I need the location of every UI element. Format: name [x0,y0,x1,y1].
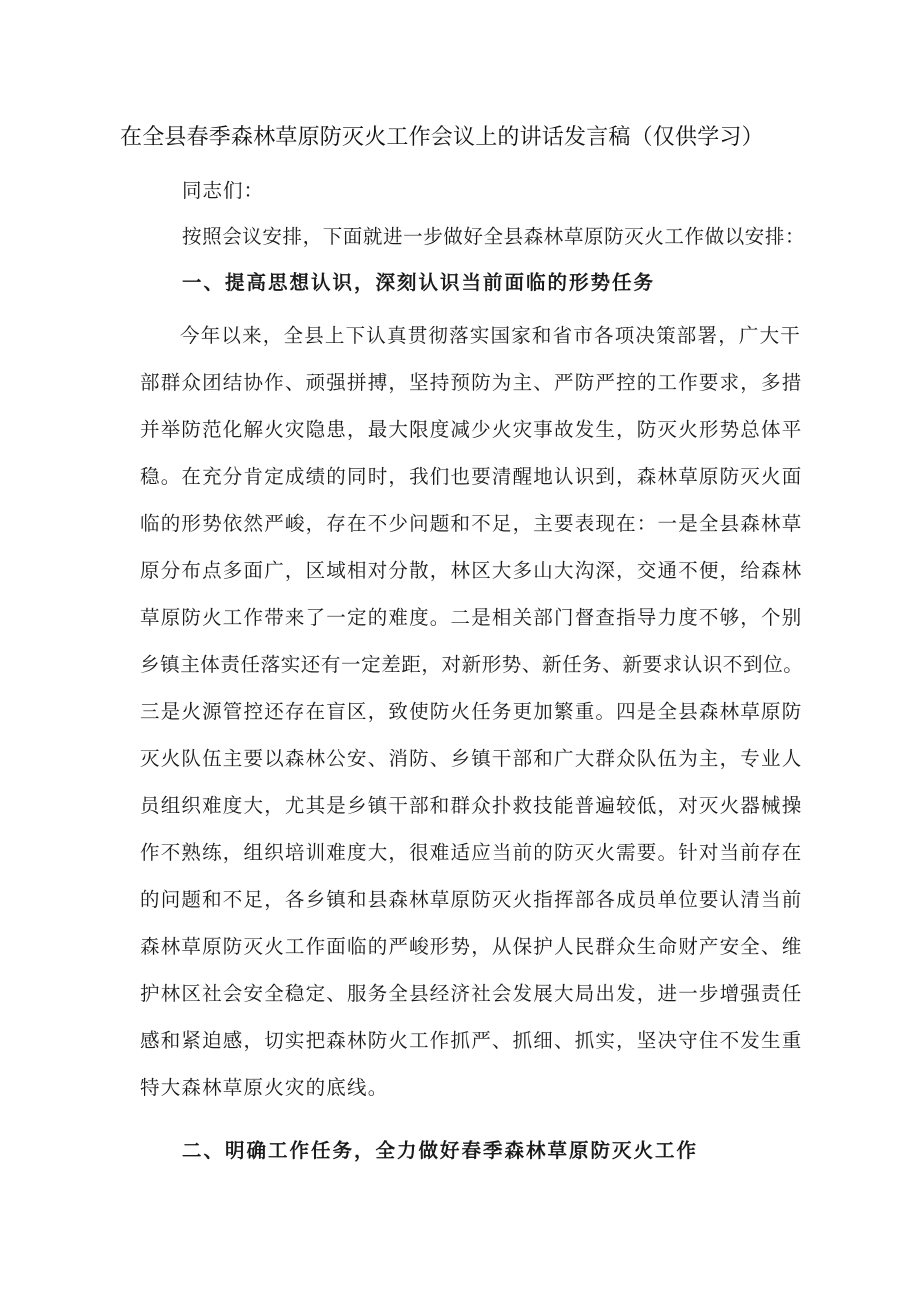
body-line: 员组织难度大，尤其是乡镇干部和群众扑救技能普遍较低，对灭火器械操 [140,794,803,817]
body-line: 乡镇主体责任落实还有一定差距，对新形势、新任务、新要求认识不到位。 [140,653,804,676]
body-line: 原分布点多面广，区域相对分散，林区大多山大沟深，交通不便，给森林 [140,559,803,582]
body-line: 草原防火工作带来了一定的难度。二是相关部门督查指导力度不够，个别 [140,606,803,629]
body-line: 灭火队伍主要以森林公安、消防、乡镇干部和广大群众队伍为主，专业人 [140,747,803,770]
body-line: 临的形势依然严峻，存在不少问题和不足，主要表现在：一是全县森林草 [140,512,803,535]
body-line: 部群众团结协作、顽强拼搏，坚持预防为主、严防严控的工作要求，多措 [140,371,803,394]
body-line: 今年以来，全县上下认真贯彻落实国家和省市各项决策部署，广大干 [180,324,802,347]
section-2-heading: 二、明确工作任务，全力做好春季森林草原防灭火工作 [182,1139,699,1162]
body-line: 特大森林草原火灾的底线。 [140,1076,389,1099]
body-line: 护林区社会安全稳定、服务全县经济社会发展大局出发，进一步增强责任 [140,982,803,1005]
body-line: 作不熟练，组织培训难度大，很难适应当前的防灭火需要。针对当前存在 [140,841,803,864]
document-title: 在全县春季森林草原防灭火工作会议上的讲话发言稿（仅供学习） [120,125,764,150]
body-line: 森林草原防灭火工作面临的严峻形势，从保护人民群众生命财产安全、维 [140,935,803,958]
body-line: 三是火源管控还存在盲区，致使防火任务更加繁重。四是全县森林草原防 [140,700,803,723]
body-line: 的问题和不足，各乡镇和县森林草原防灭火指挥部各成员单位要认清当前 [140,888,803,911]
intro-paragraph: 按照会议安排，下面就进一步做好全县森林草原防灭火工作做以安排： [182,225,806,248]
body-line: 并举防范化解火灾隐患，最大限度减少火灾事故发生，防灭火形势总体平 [140,418,803,441]
section-1-body [140,312,804,1111]
body-line: 稳。在充分肯定成绩的同时，我们也要清醒地认识到，森林草原防灭火面 [140,465,803,488]
body-line: 感和紧迫感，切实把森林防火工作抓严、抓细、抓实，坚决守住不发生重 [140,1029,803,1052]
salutation: 同志们： [182,179,265,202]
section-1-heading: 一、提高思想认识，深刻认识当前面临的形势任务 [182,271,656,294]
